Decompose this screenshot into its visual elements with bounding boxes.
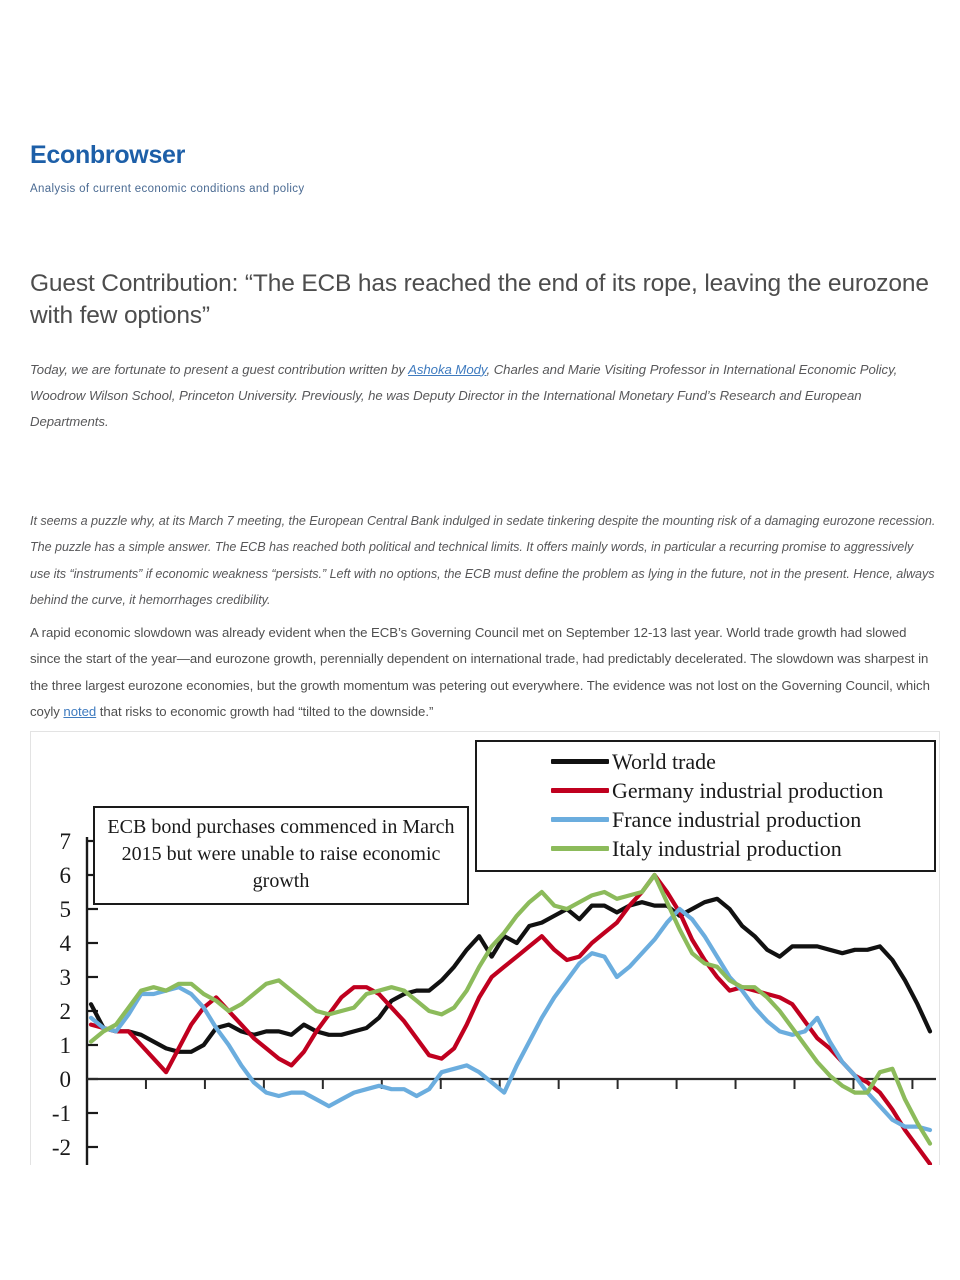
chart-figure	[30, 731, 940, 1165]
series-line-germany-industrial-production	[91, 875, 930, 1164]
article-paragraph-italic: It seems a puzzle why, at its March 7 meeting, the European Central Bank indulged in sedate tinkering despite the mounting risk of a damaging eurozone recession. The puzzle has a simple answer. The ECB has reached both political and technical limits. It offers mainly words, in particular a recurring promise to aggressively use its “instruments” if economic weakness “persists.” Left with no options, the ECB must define the problem as lying in the future, not in the present. Hence, always behind the curve, it hemorrhages credibility.	[30, 514, 936, 608]
y-axis-tick-label: 0	[59, 1067, 71, 1092]
y-axis-tick-label: 6	[59, 863, 71, 888]
y-axis-tick-label: -2	[51, 1135, 71, 1160]
lede-text-after: , Charles and Marie Visiting Professor in International Economic Policy, Woodrow Wilson School, Princeton University. Previously, he was Deputy Director in the International Monetary Fund’s Research and European Departments.	[30, 361, 898, 430]
site-tagline: Analysis of current economic conditions and policy	[30, 182, 305, 195]
series-line-italy-industrial-production	[91, 875, 930, 1144]
legend-label: Italy industrial production	[612, 835, 842, 861]
y-axis-tick-label: -1	[51, 1101, 71, 1126]
legend-swatch-france	[551, 817, 609, 822]
site-title[interactable]: Econbrowser	[30, 141, 186, 169]
chart-annotation-text: ECB bond purchases commenced in March 2015 but were unable to raise economic growth	[107, 816, 455, 892]
y-axis-tick-label: 5	[59, 897, 71, 922]
legend-item	[477, 747, 934, 776]
article-lede	[30, 357, 932, 436]
y-axis-tick-label: 7	[59, 829, 71, 854]
legend-item	[477, 834, 934, 863]
y-axis-tick-label: 4	[59, 931, 71, 956]
y-axis-tick-label: 3	[59, 965, 71, 990]
author-link[interactable]: Ashoka Mody	[408, 361, 487, 377]
y-axis-tick-label: 2	[59, 999, 71, 1024]
article	[30, 268, 936, 720]
paragraph-text-before: A rapid economic slowdown was already evident when the ECB’s Governing Council met on September 12-13 last year. World trade growth had slowed since the start of the year—and eurozone growth, perennially dependent on international trade, had predictably decelerated. The slowdown was sharpest in the three largest eurozone economies, but the growth momentum was petering out everywhere. The evidence was not lost on the Governing Council, which coyly	[30, 625, 930, 720]
chart-annotation-box	[93, 806, 469, 905]
legend-swatch-italy	[551, 846, 609, 851]
legend-label: France industrial production	[612, 806, 862, 832]
legend-item	[477, 776, 934, 805]
chart-legend	[475, 740, 936, 872]
legend-label: World trade	[612, 748, 716, 774]
legend-swatch-germany	[551, 788, 609, 793]
page-title: Guest Contribution: “The ECB has reached the end of its rope, leaving the eurozone with few options”	[30, 270, 929, 330]
y-axis-tick-label: 1	[59, 1033, 71, 1058]
noted-link[interactable]: noted	[63, 704, 97, 720]
legend-item	[477, 805, 934, 834]
article-paragraph	[30, 620, 936, 726]
paragraph-text-after: that risks to economic growth had “tilted to the downside.”	[96, 704, 434, 720]
legend-swatch-world-trade	[551, 759, 609, 764]
lede-text-before: Today, we are fortunate to present a guest contribution written by	[30, 361, 409, 377]
site-header	[30, 142, 930, 195]
legend-label: Germany industrial production	[612, 777, 884, 803]
